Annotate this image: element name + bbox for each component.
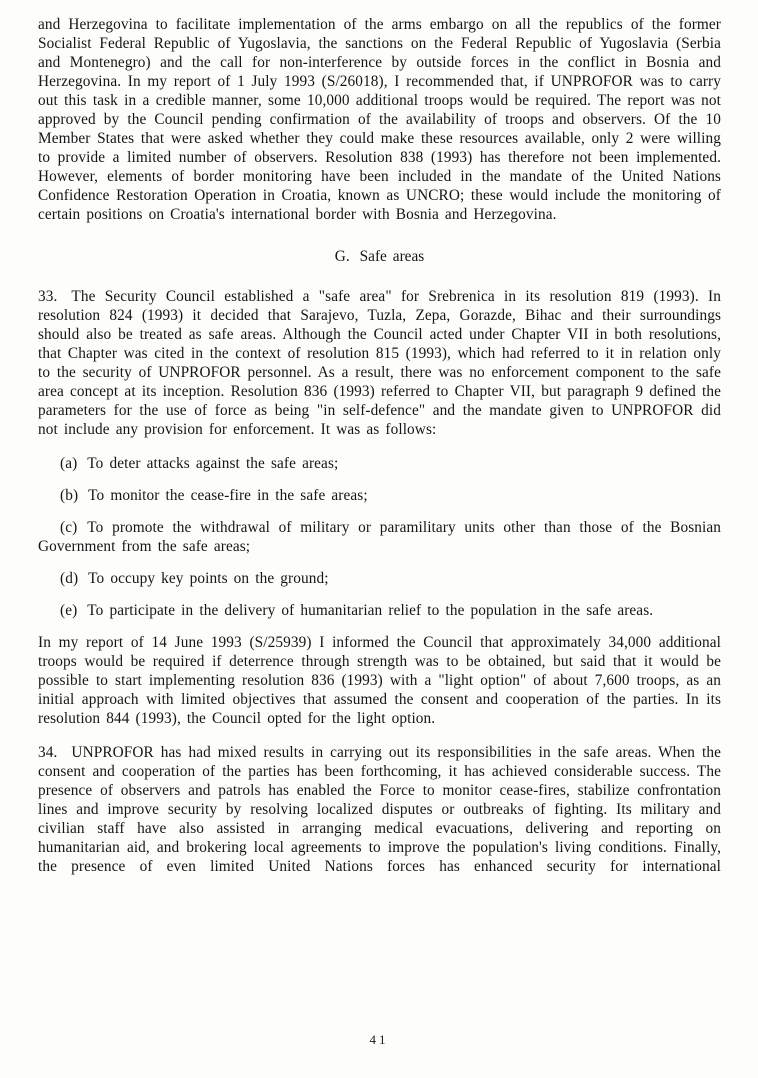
paragraph-34-text: UNPROFOR has had mixed results in carrying out its responsibilities in the safe areas. When the consent and cooperation of the parties has been forthcoming, it has achieved considerable success. The presence of observers and patrols has enabled the Force to monitor cease-fires, stabilize confrontation lines and improve security by resolving localized disputes or outbreaks of fighting. Its military and civilian staff have also assisted in arranging medical evacuations, delivering and reporting on humanitarian aid, and brokering local agreements to improve the population's living conditions. Finally, the presence of even limited United Nations forces has enhanced security for international: [38, 744, 721, 875]
list-item-c-label: (c): [60, 519, 78, 536]
intro-paragraph: and Herzegovina to facilitate implementation of the arms embargo on all the republics of the former Socialist Federal Republic of Yugoslavia, the sanctions on the Federal Republic of Yugoslavia (Serbia and Montenegro) and the call for non-interference by outside forces in the conflict in Bosnia and Herzegovina. In my report of 1 July 1993 (S/26018), I recommended that, if UNPROFOR was to carry out this task in a credible manner, some 10,000 additional troops would be required. The report was not approved by the Council pending confirmation of the availability of troops and observers. Of the 10 Member States that were asked whether they could make these resources available, only 2 were willing to provide a limited number of observers. Resolution 838 (1993) has therefore not been implemented. However, elements of border monitoring have been included in the mandate of the United Nations Confidence Restoration Operation in Croatia, known as UNCRO; these would include the monitoring of certain positions on Croatia's international border with Bosnia and Herzegovina.: [38, 16, 721, 223]
list-item-e-text: To participate in the delivery of humanitarian relief to the population in the safe areas.: [87, 602, 654, 619]
section-heading-label: G.: [334, 248, 350, 265]
paragraph-34: [38, 743, 721, 876]
list-item-c: [38, 518, 721, 556]
followup-paragraph: In my report of 14 June 1993 (S/25939) I informed the Council that approximately 34,000 additional troops would be required if deterrence through strength was to be obtained, but said that it would be possible to start implementing resolution 836 (1993) with a "light option" of about 7,600 troops, as an initial approach with limited objectives that assumed the consent and cooperation of the parties. In its resolution 844 (1993), the Council opted for the light option.: [38, 634, 721, 727]
list-item-b-label: (b): [60, 487, 79, 504]
paragraph-33-text: The Security Council established a "safe area" for Srebrenica in its resolution 819 (1993). In resolution 824 (1993) it decided that Sarajevo, Tuzla, Zepa, Gorazde, Bihac and their surroundings should also be treated as safe areas. Although the Council acted under Chapter VII in both resolutions, that Chapter was cited in the context of resolution 815 (1993), which had referred to it in relation only to the security of UNPROFOR personnel. As a result, there was no enforcement component to the safe area concept at its inception. Resolution 836 (1993) referred to Chapter VII, but paragraph 9 defined the parameters for the use of force as being "in self-defence" and the mandate given to UNPROFOR did not include any provision for enforcement. It was as follows:: [38, 288, 721, 438]
list-item-b: [38, 486, 721, 505]
list-item-e: [38, 601, 721, 620]
section-heading-title: Safe areas: [359, 248, 425, 265]
list-item-a: [38, 454, 721, 473]
list-item-a-text: To deter attacks against the safe areas;: [87, 455, 339, 472]
list-item-e-label: (e): [60, 602, 78, 619]
list-item-a-label: (a): [60, 455, 78, 472]
section-heading: [38, 247, 721, 266]
list-item-b-text: To monitor the cease-fire in the safe areas;: [88, 487, 368, 504]
list-item-d: [38, 569, 721, 588]
list-item-d-text: To occupy key points on the ground;: [88, 570, 329, 587]
page-number: 41: [369, 1032, 389, 1047]
paragraph-34-number: 34.: [38, 744, 58, 761]
paragraph-33: [38, 287, 721, 439]
paragraph-33-number: 33.: [38, 288, 58, 305]
list-item-d-label: (d): [60, 570, 79, 587]
list-item-c-text: To promote the withdrawal of military or paramilitary units other than those of the Bosnian Government from the safe areas;: [38, 519, 721, 555]
